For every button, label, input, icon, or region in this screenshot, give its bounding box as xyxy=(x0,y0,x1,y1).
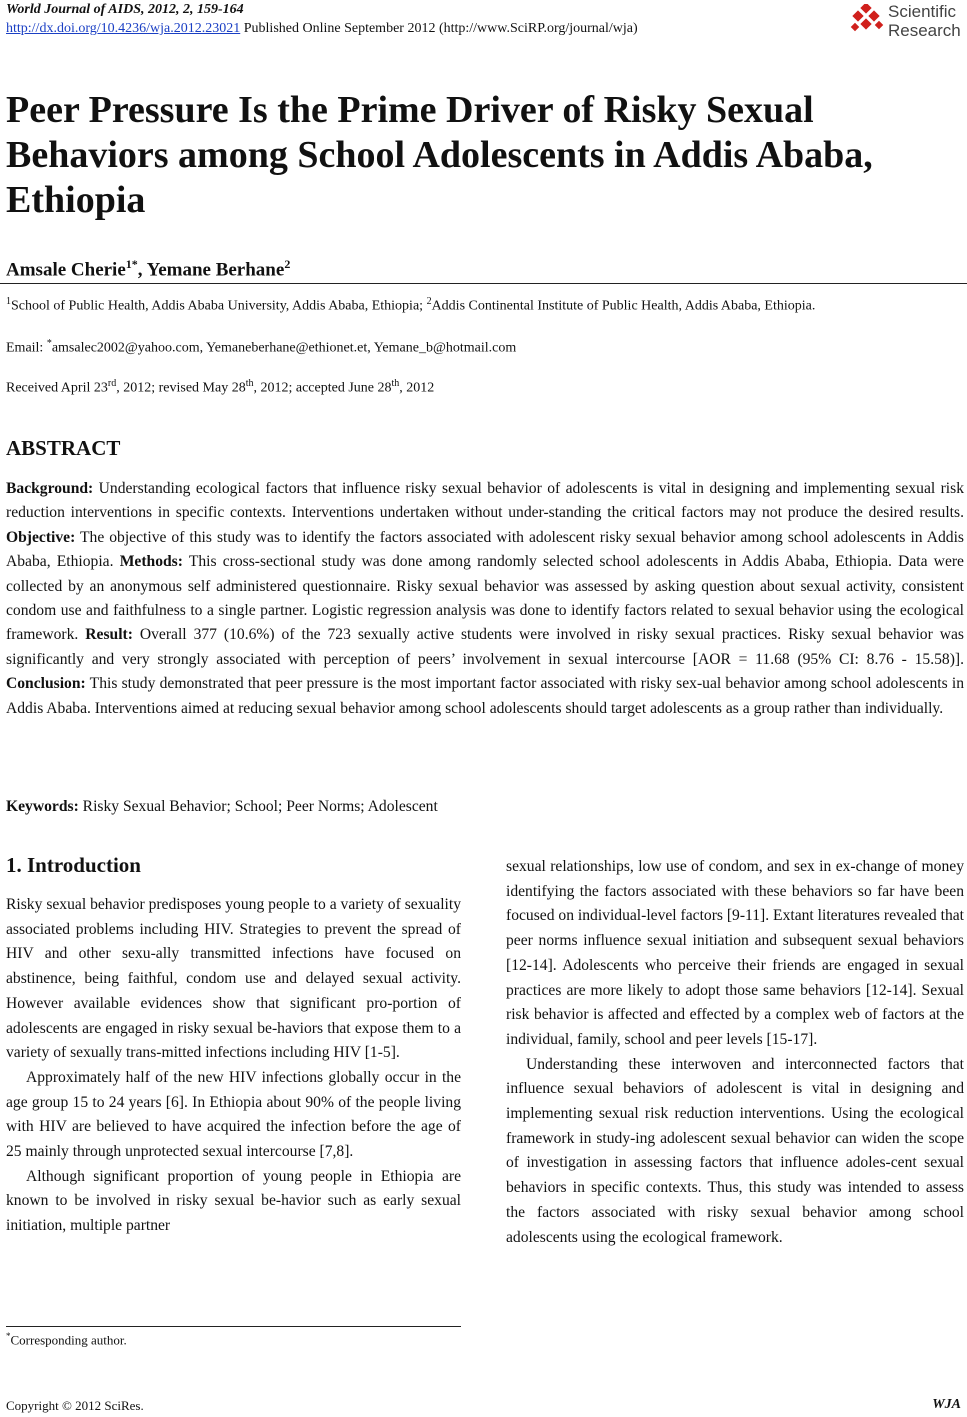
author-2: Yemane Berhane xyxy=(146,259,285,281)
author-list: Amsale Cherie$^{1*}$, Yemane Berhane$^2$ xyxy=(6,257,291,281)
logo-wordmark: Scientific Research xyxy=(888,2,961,40)
footnote-divider xyxy=(6,1326,461,1327)
doi-line xyxy=(6,21,638,37)
paragraph: sexual relationships, low use of condom, and sex in ex-change of money identifying the factors associated with these behaviors so far have been focused on individual-level factors [9-11]. Extant literatures revealed that peer norms influence sexual initiation and subsequent sexual behaviors [12-14]. Adolescents who perceive their friends are engaged in sexual practices are more likely to adopt those same behaviors [12-14]. Sexual risk behavior is affected and effected by a complex web of factors at the individual, family, school and peer levels [15-17]. xyxy=(506,858,964,1048)
author-1: Amsale Cherie xyxy=(6,259,126,281)
left-column xyxy=(6,893,461,1239)
title-divider xyxy=(0,283,967,284)
email-addresses: amsalec2002@yahoo.com, Yemaneberhane@ethionet.et, Yemane_b@hotmail.com xyxy=(51,340,517,356)
paragraph: Understanding these interwoven and interconnected factors that influence sexual behaviors of adolescent is vital in designing and implementing sexual risk reduction interventions. Using the ecological framework in study-ing adolescent sexual behavior can widen the scope of investigation in assessing factors that influence adoles-cent sexual behaviors in specific contexts. Thus, this study was intended to assess the factors associated with risky sexual behavior among school adolescents using the ecological framework. xyxy=(506,1055,964,1246)
publisher-logo xyxy=(848,2,966,42)
journal-citation: World Journal of AIDS, 2012, 2, 159-164 xyxy=(6,2,244,17)
paragraph: Approximately half of the new HIV infections globally occur in the age group 15 to 24 years [6]. In Ethiopia about 90% of the people living with HIV are believed to have acquired the infection before the age of 25 mainly through unprotected sexual intercourse [7,8]. xyxy=(6,1068,461,1161)
right-column xyxy=(506,855,964,1250)
keywords: Keywords: Risky Sexual Behavior; School; Peer Norms; Adolescent xyxy=(6,798,438,815)
received-dates: Received April 23rd, 2012; revised May 28th, 2012; accepted June 28th, 2012 xyxy=(6,378,435,396)
footnote: *Corresponding author. xyxy=(6,1331,127,1348)
scirp-logo-icon xyxy=(848,4,886,38)
published-info: Published Online September 2012 (http://www.SciRP.org/journal/wja) xyxy=(240,21,638,36)
paper-title: Peer Pressure Is the Prime Driver of Risky Sexual Behaviors among School Adolescents in Addis Ababa, Ethiopia xyxy=(6,89,873,221)
doi-link[interactable]: http://dx.doi.org/10.4236/wja.2012.23021 xyxy=(6,21,241,36)
affiliations: $^1$School of Public Health, Addis Ababa University, Addis Ababa, Ethiopia; $^2$Addis Continental Institute of Public Health, Addis Ababa, Ethiopia. xyxy=(6,296,816,314)
journal-abbreviation: WJA xyxy=(932,1397,961,1412)
section-heading-introduction: 1. Introduction xyxy=(6,853,141,877)
abstract-heading: ABSTRACT xyxy=(6,436,121,460)
paragraph: Although significant proportion of young people in Ethiopia are known to be involved in risky sexual be-havior such as early sexual initiation, multiple partner xyxy=(6,1167,461,1235)
paragraph: Risky sexual behavior predisposes young people to a variety of sexuality associated problems including HIV. Strategies to prevent the spread of HIV and other sexu-ally transmitted infections have focused on abstinence, being faithful, condom use and delayed sexual activity. However available evidences show that significant pro-portion of adolescents are engaged in risky sexual be-haviors that expose them to a variety of sexually trans-mitted infections including HIV [1-5]. xyxy=(6,896,461,1062)
email-line: Email: *amsalec2002@yahoo.com, Yemaneberhane@ethionet.et, Yemane_b@hotmail.com xyxy=(6,338,517,356)
copyright: Copyright © 2012 SciRes. xyxy=(6,1398,144,1413)
abstract-body: Background: Understanding ecological factors that influence risky sexual behavior of adolescents is vital in designing and implementing sexual risk reduction interventions in specific contexts. Interventions undertaken without under-standing the critical factors may not produce the desired results. Objective: The objective of this study was to identify the factors associated with adolescent risky sexual behavior among school adolescents in Addis Ababa, Ethiopia. Methods: This cross-sectional study was done among randomly selected school adolescents in Addis Ababa, Ethiopia. Data were collected by an anonymous self administered questionnaire. Risky sexual behavior was assessed by asking question about sexual activity, consistent condom use and faithfulness to a single partner. Logistic regression analysis was done to identify factors related to sexual behavior using the ecological framework. Result: Overall 377 (10.6%) of the 723 sexually active students were involved in risky sexual practices. Risky sexual behavior was significantly and very strongly associated with perception of peers’ involvement in sexual intercourse [AOR = 11.68 (95% CI: 8.76 - 15.58)]. Conclusion: This study demonstrated that peer pressure is the most important factor associated with risky sex-ual behavior among school adolescents in Addis Ababa. Interventions aimed at reducing sexual behavior among school adolescents should target adolescents as a group rather than individually. xyxy=(6,480,964,717)
